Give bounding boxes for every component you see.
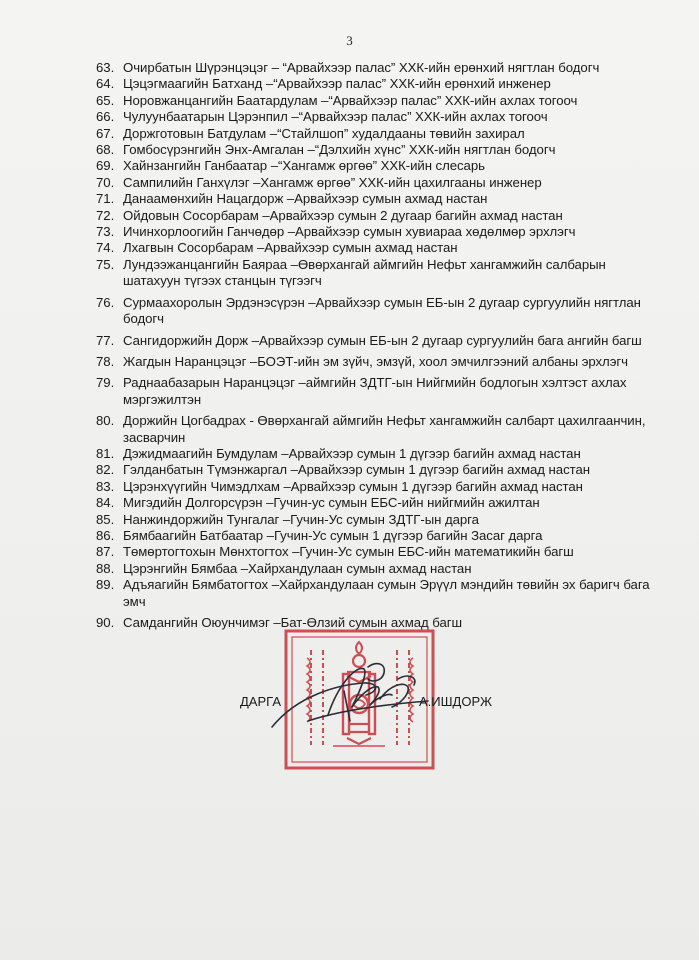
list-item [96, 413, 656, 446]
item-number: 80. [96, 413, 115, 429]
item-text: Гэлданбатын Түмэнжаргал –Арвайхээр сумын 1 дүгээр багийн ахмад настан [123, 462, 590, 478]
page-number: 3 [346, 33, 353, 48]
item-number: 81. [96, 445, 115, 461]
item-text: Хайнзангийн Ганбаатар –“Хангамж өргөө” ХХК-ийн слесарь [123, 158, 485, 174]
item-number: 69. [96, 158, 115, 174]
item-number: 82. [96, 462, 115, 478]
item-number: 75. [96, 256, 115, 272]
item-text: Цэрэнгийн Бямбаа –Хайрхандулаан сумын ахмад настан [123, 560, 472, 576]
item-text: Лхагвын Сосорбарам –Арвайхээр сумын ахмад настан [123, 240, 458, 256]
item-text: Данаамөнхийн Нацагдорж –Арвайхээр сумын ахмад настан [123, 191, 488, 207]
item-text: Лундээжанцангийн Баяраа –Өвөрхангай аймгийн Нефьт хангамжийн салбарын шатахуун түгээх станцын түгээгч [123, 256, 606, 289]
signature-title: ДАРГА [240, 694, 281, 709]
item-text: Ойдовын Сосорбарам –Арвайхээр сумын 2 дугаар багийн ахмад настан [123, 207, 563, 223]
list-item [96, 191, 656, 207]
list-item [96, 446, 656, 462]
item-text: Дэжидмаагийн Бумдулам –Арвайхээр сумын 1 дүгээр багийн ахмад настан [123, 445, 581, 461]
list-item [96, 544, 656, 560]
list-item [96, 479, 656, 495]
item-number: 86. [96, 527, 115, 543]
item-text: Ичинхорлоогийн Ганчөдөр –Арвайхээр сумын хувиараа хөдөлмөр эрхлэгч [123, 224, 576, 240]
item-number: 70. [96, 174, 115, 190]
item-number: 66. [96, 109, 115, 125]
item-text: Чулуунбаатарын Цэрэнпил –“Арвайхээр палас” ХХК-ийн ахлах тогооч [123, 109, 548, 125]
item-text: Бямбаагийн Батбаатар –Гучин-Ус сумын 1 дүгээр багийн Засаг дарга [123, 527, 543, 543]
list-item [96, 76, 656, 92]
item-number: 73. [96, 224, 115, 240]
list-item [96, 577, 656, 610]
list-item [96, 375, 656, 408]
list-item [96, 561, 656, 577]
item-number: 76. [96, 294, 115, 310]
item-number: 84. [96, 495, 115, 511]
item-number: 87. [96, 544, 115, 560]
item-text: Доржийн Цогбадрах - Өвөрхангай аймгийн Нефьт хангамжийн салбарт цахилгаанчин, засварчин [123, 413, 646, 445]
list-item [96, 512, 656, 528]
list-item [96, 158, 656, 174]
item-text: Сампилийн Ганхүлэг –Хангамж өргөө” ХХК-ийн цахилгааны инженер [123, 174, 542, 190]
list-item [96, 257, 656, 290]
item-text: Цэцэгмаагийн Батханд –“Арвайхээр палас” ХХК-ийн ерөнхий инженер [123, 76, 551, 92]
item-text: Мигэдийн Долгорсүрэн –Гучин-ус сумын ЕБС-ийн нийгмийн ажилтан [123, 495, 540, 511]
item-text: Адъяагийн Бямбатогтох –Хайрхандулаан сумын Эрүүл мэндийн төвийн эх баригч бага эмч [123, 577, 650, 609]
item-number: 67. [96, 125, 115, 141]
item-number: 90. [96, 615, 115, 630]
item-text: Сурмаахоролын Эрдэнэсүрэн –Арвайхээр сумын ЕБ-ын 2 дугаар сургуулийн нягтлан бодогч [123, 294, 641, 327]
list-item [96, 528, 656, 544]
item-text: Нанжиндоржийн Тунгалаг –Гучин-Ус сумын ЗДТГ-ын дарга [123, 511, 479, 527]
item-text: Төмөртогтохын Мөнхтогтох –Гучин-Ус сумын ЕБС-ийн математикийн багш [123, 544, 574, 560]
list-item [96, 333, 656, 349]
item-number: 74. [96, 240, 115, 256]
item-number: 83. [96, 478, 115, 494]
list-item [96, 208, 656, 224]
list-item [96, 109, 656, 125]
list-item [96, 462, 656, 478]
item-number: 64. [96, 76, 115, 92]
item-number: 63. [96, 60, 115, 75]
item-text: Раднаабазарын Наранцэцэг –аймгийн ЗДТГ-ын Нийгмийн бодлогын хэлтэст ахлах мэргэжилтэн [123, 375, 627, 407]
list-item [96, 93, 656, 109]
signature-name: А.ИШДОРЖ [419, 694, 492, 709]
item-number: 79. [96, 375, 115, 391]
item-number: 78. [96, 353, 115, 369]
item-number: 65. [96, 92, 115, 108]
list-item [96, 354, 656, 370]
list-item [96, 126, 656, 142]
list-item [96, 142, 656, 158]
item-text: Сангидоржийн Дорж –Арвайхээр сумын ЕБ-ын 2 дугаар сургуулийн бага ангийн багш [123, 332, 642, 348]
list-item [96, 175, 656, 191]
item-text: Жагдын Наранцэцэг –БОЭТ-ийн эм зүйч, эмзүй, хоол эмчилгээний албаны эрхлэгч [123, 353, 628, 369]
item-text: Цэрэнхүүгийн Чимэдлхам –Арвайхээр сумын 1 дүгээр багийн ахмад настан [123, 478, 583, 494]
list-item [96, 60, 656, 76]
handwritten-signature [268, 655, 438, 735]
item-number: 77. [96, 332, 115, 348]
item-number: 72. [96, 207, 115, 223]
list-item [96, 495, 656, 511]
item-number: 71. [96, 191, 115, 207]
item-number: 68. [96, 142, 115, 158]
list-item [96, 295, 656, 328]
item-number: 89. [96, 577, 115, 593]
list-item [96, 240, 656, 256]
item-text: Очирбатын Шүрэнцэцэг – “Арвайхээр палас” ХХК-ийн ерөнхий нягтлан бодогч [123, 60, 600, 75]
member-list [96, 60, 656, 631]
item-number: 85. [96, 511, 115, 527]
list-item [96, 224, 656, 240]
item-number: 88. [96, 560, 115, 576]
item-text: Норовжанцангийн Баатардулам –“Арвайхээр палас” ХХК-ийн ахлах тогооч [123, 92, 578, 108]
item-text: Самдангийн Оюунчимэг –Бат-Өлзий сумын ахмад багш [123, 615, 463, 630]
item-text: Доржготовын Батдулам –“Стайлшоп” худалдааны төвийн захирал [123, 125, 525, 141]
item-text: Гомбосүрэнгийн Энх-Амгалан –“Дэлхийн хүнс” ХХК-ийн нягтлан бодогч [123, 142, 556, 158]
